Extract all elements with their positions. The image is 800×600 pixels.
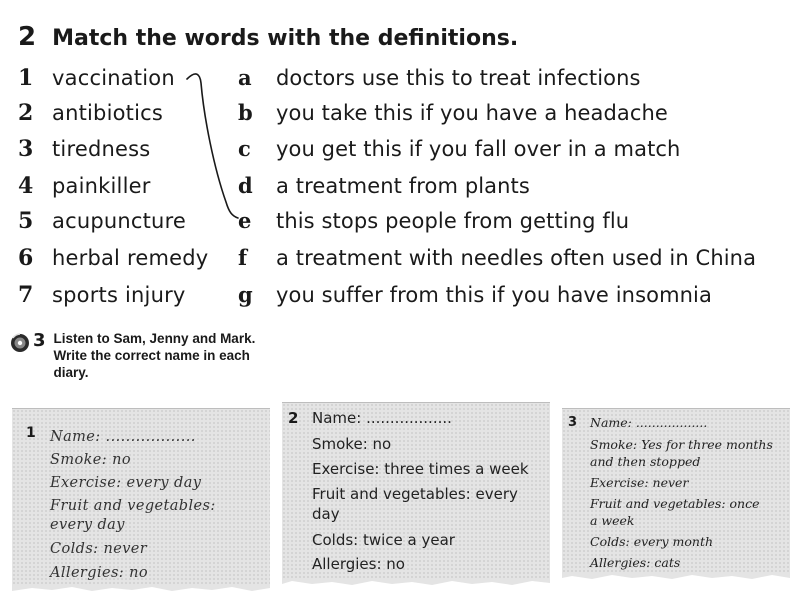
exercise-number: 3 (33, 330, 46, 351)
exercise-3-instruction (10, 330, 264, 381)
word: antibiotics (52, 101, 164, 125)
match-row (0, 132, 800, 166)
word-number: 1 (18, 65, 34, 91)
diary-line: Allergies: no (50, 565, 148, 581)
word: painkiller (52, 174, 151, 198)
diary-line: Name: .................. (50, 429, 196, 445)
match-row (0, 96, 800, 130)
definition-letter: c (238, 136, 251, 161)
diary-line: day (312, 505, 340, 523)
definition: a treatment from plants (276, 174, 530, 198)
match-row (0, 169, 800, 203)
diary-line: Fruit and vegetables: every (312, 485, 518, 503)
word: tiredness (52, 137, 151, 161)
definition: this stops people from getting flu (276, 209, 630, 233)
definition-letter: a (238, 65, 252, 90)
definition: a treatment with needles often used in China (276, 246, 757, 270)
diary-card-1 (12, 408, 270, 587)
definition-letter: f (238, 245, 248, 270)
exercise-2-heading (18, 22, 518, 52)
diary-line: Name: .................. (590, 415, 708, 430)
word-number: 5 (18, 208, 34, 234)
word: vaccination (52, 66, 175, 90)
diary-line: Colds: twice a year (312, 531, 455, 549)
exercise-instruction: Listen to Sam, Jenny and Mark. Write the correct name in each diary. (53, 331, 256, 380)
diary-number: 2 (288, 409, 299, 427)
cd-audio-icon[interactable] (10, 332, 30, 354)
diary-line: Fruit and vegetables: (50, 498, 216, 514)
diary-number: 3 (568, 415, 578, 430)
diary-number: 1 (26, 425, 36, 441)
definition-letter: e (238, 208, 252, 233)
diary-line: Allergies: cats (590, 555, 681, 570)
diary-line: every day (50, 517, 125, 533)
diary-card-3 (562, 408, 790, 575)
diary-line: Smoke: no (312, 435, 392, 453)
torn-edge (562, 573, 790, 581)
diary-line: Exercise: three times a week (312, 460, 529, 478)
word-number: 7 (18, 282, 34, 308)
match-row (0, 241, 800, 275)
diary-line: and then stopped (590, 454, 701, 469)
diary-card-2 (282, 402, 550, 581)
diary-line: Name: .................. (312, 409, 452, 427)
diary-line: a week (590, 513, 635, 528)
diary-line: Fruit and vegetables: once (590, 496, 760, 511)
definition: you suffer from this if you have insomnia (276, 283, 712, 307)
diary-line: Colds: every month (590, 534, 714, 549)
diary-line: Exercise: every day (50, 475, 202, 491)
definition: you get this if you fall over in a match (276, 137, 681, 161)
match-row (0, 204, 800, 238)
definition-letter: g (238, 282, 253, 307)
match-row (0, 278, 800, 312)
word-number: 2 (18, 100, 34, 126)
diary-line: Allergies: no (312, 555, 405, 573)
match-row (0, 61, 800, 95)
word: acupuncture (52, 209, 187, 233)
diary-line: Exercise: never (590, 475, 689, 490)
word: sports injury (52, 283, 186, 307)
torn-edge (282, 579, 550, 587)
word-number: 4 (18, 173, 34, 199)
definition-letter: d (238, 173, 253, 198)
diary-line: Smoke: no (50, 452, 131, 468)
exercise-number: 2 (18, 22, 37, 52)
definition: you take this if you have a headache (276, 101, 668, 125)
diary-line: Smoke: Yes for three months (590, 437, 773, 452)
diary-line: Colds: never (50, 541, 148, 557)
word: herbal remedy (52, 246, 209, 270)
word-number: 6 (18, 245, 34, 271)
exercise-title: Match the words with the definitions. (52, 26, 519, 51)
definition: doctors use this to treat infections (276, 66, 641, 90)
definition-letter: b (238, 100, 253, 125)
torn-edge (12, 585, 270, 593)
word-number: 3 (18, 136, 34, 162)
